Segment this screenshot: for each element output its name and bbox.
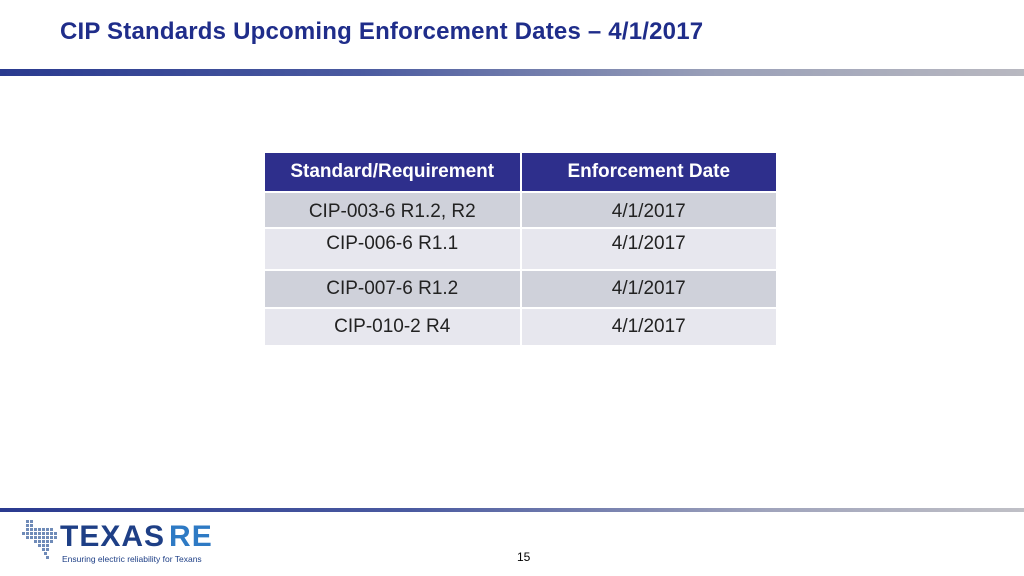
logo-texas: TEXAS [60, 520, 166, 553]
cell-date: 4/1/2017 [521, 308, 777, 345]
cell-standard: CIP-010-2 R4 [265, 308, 521, 345]
slide-title: CIP Standards Upcoming Enforcement Dates – 4/1/2017 [60, 18, 704, 45]
table-row [265, 192, 776, 228]
table-row [265, 308, 776, 345]
logo-re: RE [169, 520, 213, 553]
enforcement-table [265, 153, 776, 345]
cell-date: 4/1/2017 [521, 270, 777, 308]
title-underline [0, 69, 1024, 76]
table-header-row [265, 153, 776, 192]
footer-rule [0, 508, 1024, 512]
texas-re-logo [22, 518, 222, 566]
logo-tagline: Ensuring electric reliability for Texans [62, 554, 202, 564]
cell-date: 4/1/2017 [521, 228, 777, 270]
cell-standard: CIP-006-6 R1.1 [265, 228, 521, 270]
logo-wordmark [60, 520, 213, 554]
header-enforcement-date: Enforcement Date [521, 153, 777, 192]
enforcement-table-container [265, 153, 776, 345]
texas-map-icon [22, 518, 62, 564]
header-standard: Standard/Requirement [265, 153, 521, 192]
cell-standard: CIP-003-6 R1.2, R2 [265, 192, 521, 228]
page-number: 15 [517, 550, 531, 564]
table-row [265, 228, 776, 270]
cell-date: 4/1/2017 [521, 192, 777, 228]
cell-standard: CIP-007-6 R1.2 [265, 270, 521, 308]
table-row [265, 270, 776, 308]
